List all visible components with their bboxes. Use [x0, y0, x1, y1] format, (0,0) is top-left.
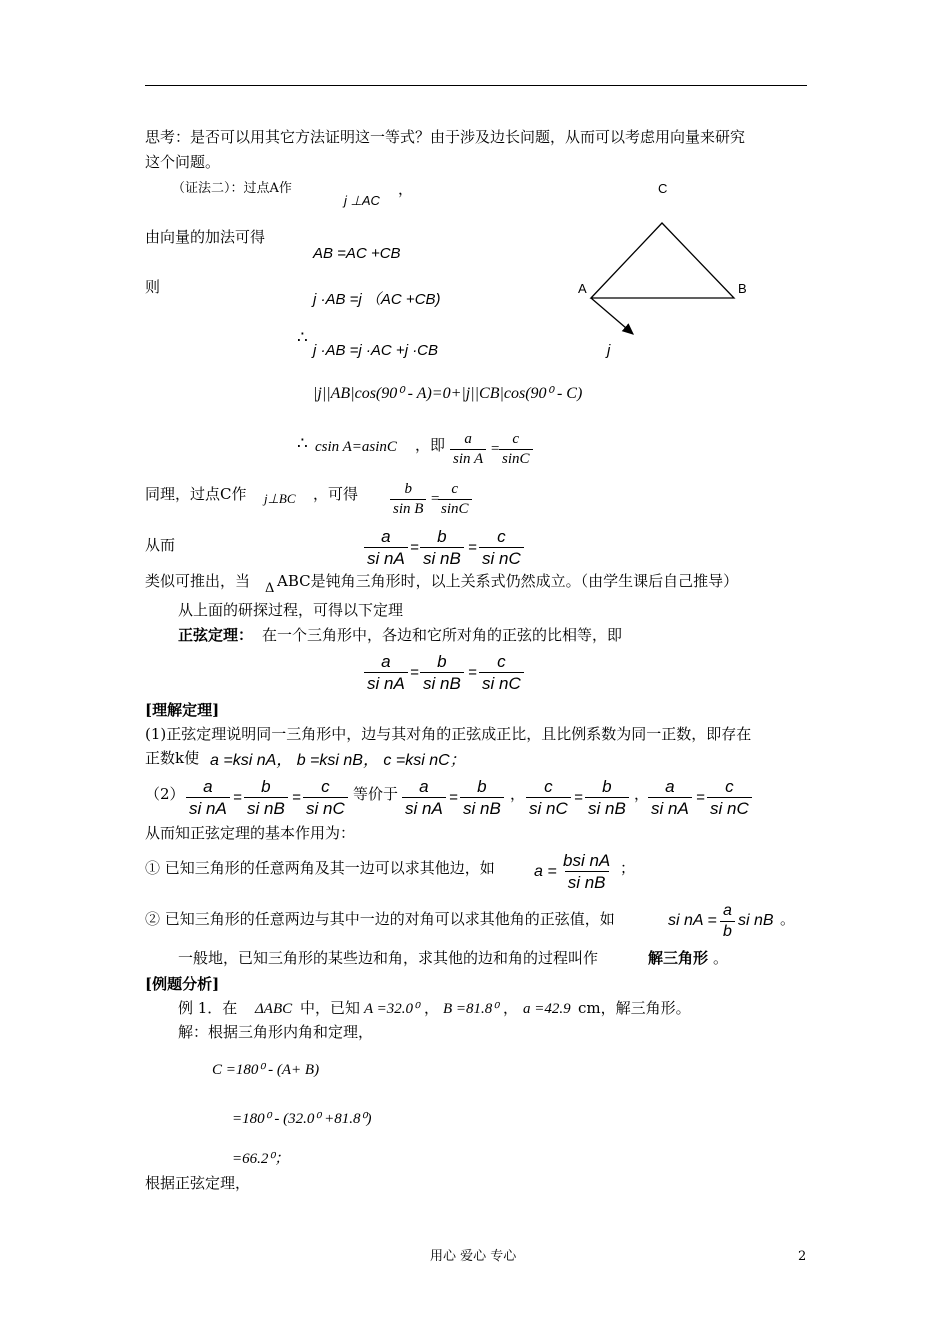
comma: ，	[424, 999, 440, 1017]
eq-j-dot-ab: j ·AB =j （AC +CB)	[313, 291, 441, 308]
eq-ab-ac-cb: AB =AC +CB	[313, 245, 401, 262]
therefore-symbol-1: ∴	[297, 328, 308, 348]
semicolon: ；	[620, 859, 636, 877]
triangle-figure	[570, 175, 770, 365]
period: 。	[780, 910, 796, 928]
by-sine-law-text: 根据正弦定理，	[145, 1174, 251, 1192]
understand-heading: [理解定理]	[145, 701, 220, 719]
comma: ，	[503, 999, 519, 1017]
calc-line-1: C =180⁰ - (A+ B)	[212, 1062, 320, 1078]
example-1-mid: 中，已知	[300, 999, 361, 1017]
frac-c-over-sinC-2: $\frac{c}{\sin C}$	[438, 482, 472, 517]
frac-b-over-sinB: $\frac{b}{\text{sin B}}$	[390, 482, 426, 517]
page-number: 2	[798, 1249, 807, 1264]
calc-line-2: =180⁰ - (32.0⁰ +81.8⁰)	[232, 1111, 372, 1127]
obtuse-pre: 类似可推出，当	[145, 572, 251, 590]
understand-1-prefix: 正数k使	[145, 749, 200, 767]
cond-j-perp-bc: j⊥BC	[264, 491, 296, 506]
equals-sign: =	[490, 441, 501, 457]
triangle-abc	[591, 223, 734, 298]
think-paragraph-line1: 思考：是否可以用其它方法证明这一等式？由于涉及边长问题，从而可以考虑用向量来研究	[145, 128, 746, 146]
header-rule	[145, 85, 807, 86]
example-1-A: A =32.0⁰	[364, 1001, 420, 1017]
vector-j-label: j	[607, 342, 611, 359]
therefore-symbol-2: ∴	[297, 434, 308, 454]
proof2-condition: j ⊥AC	[344, 193, 380, 208]
similarly-text: 同理，过点C作	[145, 485, 247, 503]
vertex-c-label: C	[658, 181, 668, 196]
role-1-text: ① 已知三角形的任意两角及其一边可以求其他边，如	[145, 859, 495, 877]
understand-1-line1: (1)正弦定理说明同一三角形中，边与其对角的正弦成正比，且比例系数为同一正数，即存在	[145, 725, 752, 743]
understand-1-equations: a =ksi nA， b =ksi nB， c =ksi nC；	[210, 752, 466, 769]
then-text: 则	[145, 278, 161, 296]
example-1-B: B =81.8⁰	[443, 1001, 499, 1017]
delta-symbol: Δ	[265, 581, 275, 596]
frac-a-over-sinA: $\frac{a}{\text{sin A}}$	[450, 432, 486, 467]
proof2-comma: ，	[398, 180, 414, 198]
theorem-text: 在一个三角形中，各边和它所对角的正弦的比相等，即	[262, 626, 623, 644]
keyi-text: ，可得	[313, 485, 359, 503]
ji-text: ，即	[415, 436, 446, 454]
example-heading: [例题分析]	[145, 975, 220, 993]
general-period: 。	[713, 949, 729, 967]
example-1-triangle: ΔABC	[255, 1001, 293, 1017]
general-pre: 一般地，已知三角形的某些边和角，求其他的边和角的过程叫作	[178, 949, 599, 967]
eq-magnitude-cos: |j||AB|cos(90⁰ - A)=0+|j||CB|cos(90⁰ - C)	[313, 385, 583, 402]
vector-j-arrow	[591, 298, 633, 334]
basic-role-text: 从而知正弦定理的基本作用为：	[145, 824, 356, 842]
example-1-pre: 例 1．在	[178, 999, 238, 1017]
proof2-label: （证法二）：过点A作	[172, 181, 292, 196]
frac-c-over-sinC: $\frac{c}{\sin C}$	[499, 432, 533, 467]
vertex-b-label: B	[738, 281, 747, 296]
obtuse-post: ABC是钝角三角形时，以上关系式仍然成立。（由学生课后自己推导）	[277, 572, 739, 590]
role-2-sinA-eq: si nA =	[668, 912, 717, 929]
frac-a-over-b: $\frac{a}{b}$	[720, 903, 735, 940]
think-paragraph-line2: 这个问题。	[145, 153, 221, 171]
general-bold: 解三角形	[648, 949, 709, 967]
example-1-post: cm，解三角形。	[578, 999, 691, 1017]
role-2-text: ② 已知三角形的任意两边与其中一边的对角可以求其他角的正弦值，如	[145, 910, 615, 928]
vector-addition-text: 由向量的加法可得	[145, 228, 266, 246]
eq-j-dot-expanded: j ·AB =j ·AC +j ·CB	[313, 342, 439, 359]
from-above-text: 从上面的研探过程，可得以下定理	[178, 601, 404, 619]
theorem-label: 正弦定理：	[178, 626, 254, 644]
footer-text: 用心 爱心 专心	[430, 1249, 517, 1264]
understand-2-label: （2）	[145, 785, 185, 803]
eq-csinA-asinC: csin A=asinC	[315, 439, 397, 455]
solution-text: 解：根据三角形内角和定理，	[178, 1023, 374, 1041]
role-2-sinB: si nB	[738, 912, 774, 929]
role-1-a-eq: a =	[534, 863, 557, 880]
example-1-a: a =42.9	[523, 1001, 571, 1017]
vertex-a-label: A	[578, 281, 587, 296]
equals-sign: =	[430, 491, 441, 507]
frac-bsinA-over-sinB: bsi nA si nB	[563, 851, 611, 892]
calc-line-3: =66.2⁰；	[232, 1151, 290, 1167]
hence-text: 从而	[145, 536, 176, 554]
